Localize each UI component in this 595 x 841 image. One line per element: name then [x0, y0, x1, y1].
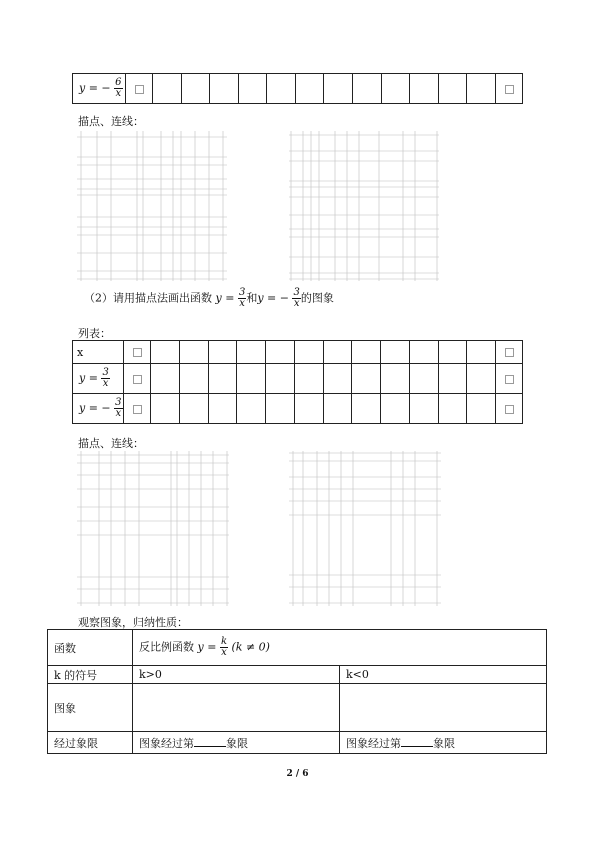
table-cell[interactable] — [323, 341, 352, 364]
table-cell[interactable] — [208, 364, 237, 394]
table-cell[interactable] — [381, 394, 410, 424]
fraction: $\frac{6}{x}$ — [115, 77, 122, 99]
fraction: $\frac{3}{x}$ — [238, 287, 246, 309]
checkbox-icon — [135, 85, 144, 94]
section-2-heading: （2）请用描点法画出函数 y = $\frac{3}{x}$ 和y = − $\frac{3}{x}$ 的图象 — [84, 287, 334, 309]
table-cell[interactable] — [438, 394, 467, 424]
table-cell[interactable] — [438, 364, 467, 394]
table-cell[interactable] — [438, 341, 467, 364]
table-cell[interactable] — [124, 394, 151, 424]
table-cell[interactable] — [124, 364, 151, 394]
plot-grid-right-2[interactable] — [289, 451, 439, 581]
table-cell[interactable] — [409, 394, 438, 424]
table-cell[interactable] — [409, 364, 438, 394]
row-label-y-neg6-over-x: y = − $\frac{6}{x}$ — [73, 74, 126, 104]
graph-cell-negative[interactable] — [340, 684, 547, 732]
grid-lines — [77, 451, 229, 606]
plot-caption-1: 描点、连线： — [78, 115, 144, 128]
table-cell[interactable] — [409, 341, 438, 364]
table-cell[interactable] — [294, 341, 323, 364]
checkbox-icon — [505, 85, 514, 94]
grid-lines — [289, 131, 439, 281]
table-cell[interactable] — [352, 341, 381, 364]
table-cell[interactable] — [124, 341, 151, 364]
plot-grid-right-1[interactable] — [289, 131, 439, 261]
table-cell[interactable] — [294, 364, 323, 394]
quadrant-cell-positive: 图象经过第 象限 — [133, 732, 340, 754]
table-cell[interactable] — [179, 364, 208, 394]
table-cell[interactable] — [410, 74, 439, 104]
fraction: $\frac{k}{x}$ — [220, 636, 227, 658]
fraction: $\frac{3}{x}$ — [293, 287, 300, 309]
table-cell[interactable] — [208, 341, 237, 364]
fraction: $\frac{3}{x}$ — [115, 397, 122, 419]
table-cell[interactable] — [381, 364, 410, 394]
page-number: 2 / 6 — [286, 769, 309, 779]
table-cell[interactable] — [179, 394, 208, 424]
summary-row1-label: 函数 — [48, 630, 133, 666]
table-cell[interactable] — [153, 74, 182, 104]
top-value-table — [72, 73, 523, 104]
summary-k-positive: k>0 — [133, 666, 340, 684]
table-cell[interactable] — [467, 364, 496, 394]
summary-row4-label: 经过象限 — [48, 732, 133, 754]
table-cell[interactable] — [467, 341, 496, 364]
table-cell[interactable] — [210, 74, 239, 104]
summary-row2-label: k 的符号 — [48, 666, 133, 684]
table-cell[interactable] — [467, 394, 496, 424]
checkbox-icon — [133, 375, 142, 384]
table-cell[interactable] — [237, 341, 266, 364]
grid-lines — [289, 451, 441, 606]
table-cell[interactable] — [294, 394, 323, 424]
table-cell[interactable] — [323, 394, 352, 424]
summary-k-negative: k<0 — [340, 666, 547, 684]
fill-in-blank[interactable] — [194, 746, 226, 747]
table-cell[interactable] — [352, 364, 381, 394]
summary-row1-value: 反比例函数 y = $\frac{k}{x}$ (k ≠ 0) — [133, 630, 547, 666]
fill-in-blank[interactable] — [401, 746, 433, 747]
table-caption: 列表： — [78, 327, 111, 340]
table-cell[interactable] — [496, 394, 523, 424]
checkbox-icon — [505, 348, 514, 357]
summary-caption: 观察图象，归纳性质： — [78, 616, 188, 629]
table-cell[interactable] — [151, 394, 180, 424]
table-cell[interactable] — [237, 364, 266, 394]
table-cell[interactable] — [179, 341, 208, 364]
checkbox-icon — [505, 375, 514, 384]
checkbox-icon — [133, 348, 142, 357]
table-cell[interactable] — [438, 74, 467, 104]
checkbox-icon — [505, 405, 514, 414]
table-cell[interactable] — [208, 394, 237, 424]
table-cell[interactable] — [467, 74, 496, 104]
table-cell[interactable] — [151, 364, 180, 394]
table-cell[interactable] — [324, 74, 353, 104]
table-cell[interactable] — [266, 364, 295, 394]
summary-row3-label: 图象 — [48, 684, 133, 732]
table-cell[interactable] — [496, 364, 523, 394]
checkbox-icon — [133, 405, 142, 414]
table-cell[interactable] — [266, 341, 295, 364]
plot-grid-left-1[interactable] — [77, 131, 227, 261]
table-cell[interactable] — [381, 341, 410, 364]
table-cell[interactable] — [181, 74, 210, 104]
table-cell[interactable] — [151, 341, 180, 364]
table-cell[interactable] — [126, 74, 153, 104]
table-cell[interactable] — [323, 364, 352, 394]
grid-lines — [77, 131, 227, 281]
table-cell[interactable] — [353, 74, 382, 104]
table-cell[interactable] — [267, 74, 296, 104]
quadrant-cell-negative: 图象经过第 象限 — [340, 732, 547, 754]
table-cell[interactable] — [381, 74, 410, 104]
table-cell[interactable] — [238, 74, 267, 104]
row-label-y-3-over-x: y = $\frac{3}{x}$ — [73, 364, 124, 394]
summary-table — [47, 629, 547, 754]
value-table-2 — [72, 340, 523, 424]
row-label-y-neg3-over-x: y = − $\frac{3}{x}$ — [73, 394, 124, 424]
table-cell[interactable] — [352, 394, 381, 424]
table-cell[interactable] — [266, 394, 295, 424]
plot-grid-left-2[interactable] — [77, 451, 227, 581]
table-cell[interactable] — [496, 74, 523, 104]
plot-caption-2: 描点、连线： — [78, 437, 144, 450]
fraction: $\frac{3}{x}$ — [102, 367, 109, 389]
table-cell[interactable] — [237, 394, 266, 424]
table-cell[interactable] — [496, 341, 523, 364]
graph-cell-positive[interactable] — [133, 684, 340, 732]
table-cell[interactable] — [295, 74, 324, 104]
row-label-x: x — [73, 341, 124, 364]
